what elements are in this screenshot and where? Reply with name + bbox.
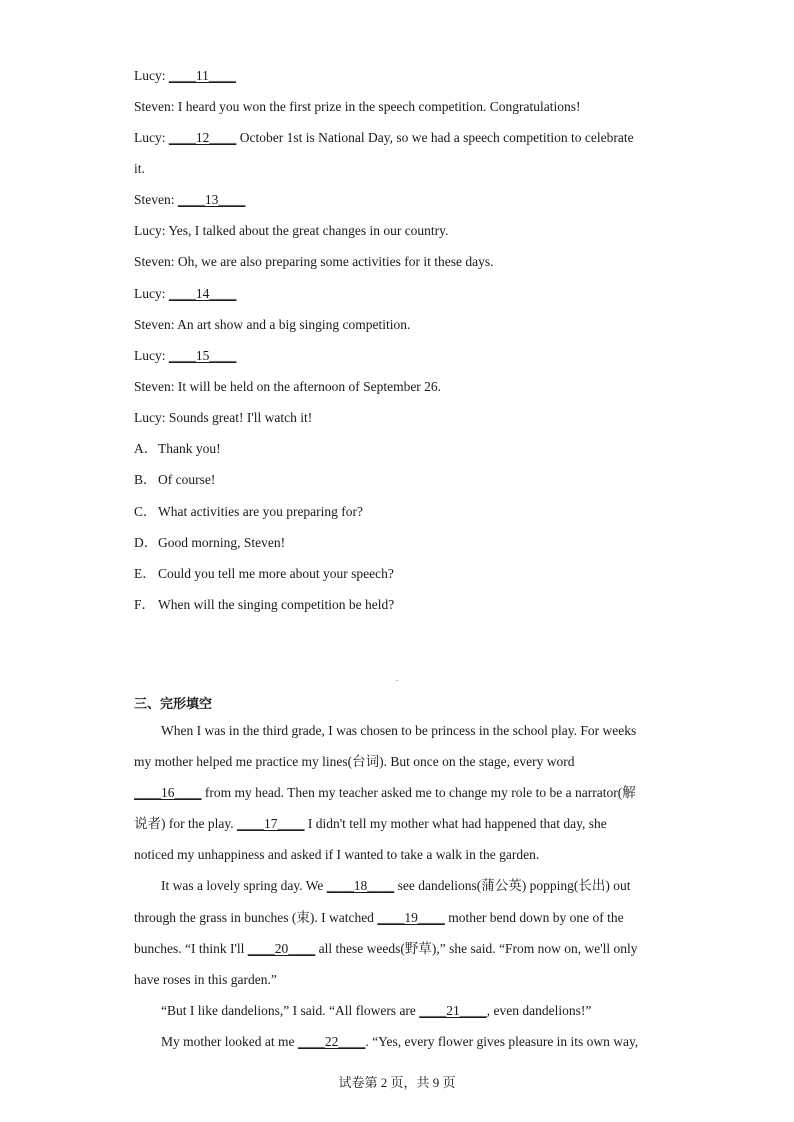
option-text: Good morning, Steven! xyxy=(158,535,286,550)
dialogue-line xyxy=(134,160,145,178)
option-letter: C． xyxy=(134,504,157,519)
speaker: Lucy: xyxy=(134,410,166,425)
passage-text: noticed my unhappiness and asked if I wanted to take a walk in the garden. xyxy=(134,847,540,862)
page-footer: 试卷第 2 页，共 9 页 xyxy=(338,1075,456,1090)
option-item xyxy=(134,471,215,489)
utterance: Oh, we are also preparing some activities for it these days. xyxy=(177,254,494,269)
passage-text: have roses in this garden.” xyxy=(134,972,277,987)
passage-text: When I was in the third grade, I was chosen to be princess in the school play. For weeks xyxy=(161,723,637,738)
passage-text: My mother looked at me xyxy=(161,1034,298,1049)
answer-blank[interactable]: ____14____ xyxy=(168,286,237,301)
option-letter: D． xyxy=(134,535,158,550)
dialogue-line xyxy=(134,191,245,209)
passage-line xyxy=(161,722,636,740)
speaker: Steven: xyxy=(134,99,175,114)
passage-line xyxy=(134,971,277,989)
passage-line xyxy=(134,846,539,864)
dialogue-line xyxy=(134,347,236,365)
option-item xyxy=(134,534,285,552)
passage-line xyxy=(161,1033,638,1051)
option-item xyxy=(134,596,394,614)
answer-blank[interactable]: ____19____ xyxy=(377,910,445,925)
passage-line xyxy=(134,909,624,927)
passage-text: It was a lovely spring day. We xyxy=(161,878,327,893)
passage-line xyxy=(161,877,630,895)
utterance: Sounds great! I'll watch it! xyxy=(168,410,313,425)
speaker: Lucy: xyxy=(134,348,166,363)
answer-blank[interactable]: ____11____ xyxy=(168,68,236,83)
option-item xyxy=(134,440,221,458)
dialogue-line xyxy=(134,316,410,334)
dialogue-line xyxy=(134,222,448,240)
speaker: Lucy: xyxy=(134,286,166,301)
option-text: When will the singing competition be held? xyxy=(158,597,395,612)
answer-blank[interactable]: ____21____ xyxy=(419,1003,487,1018)
option-letter: A． xyxy=(134,441,158,456)
passage-text: through the grass in bunches (束). I watched xyxy=(134,910,378,925)
dialogue-line xyxy=(134,285,236,303)
answer-blank[interactable]: ____16____ xyxy=(134,785,202,800)
dialogue-line xyxy=(134,378,441,396)
option-item xyxy=(134,565,394,583)
option-text: Thank you! xyxy=(158,441,221,456)
option-letter: F． xyxy=(134,597,156,612)
passage-text: from my head. Then my teacher asked me to change my role to be a narrator(解 xyxy=(201,785,636,800)
speaker: Lucy: xyxy=(134,223,166,238)
dialogue-line xyxy=(134,253,494,271)
utterance: I heard you won the first prize in the speech competition. Congratulations! xyxy=(177,99,581,114)
passage-line xyxy=(134,815,607,833)
option-letter: E． xyxy=(134,566,156,581)
utterance: It will be held on the afternoon of September 26. xyxy=(177,379,442,394)
passage-line xyxy=(161,1002,591,1020)
passage-text: bunches. “I think I'll xyxy=(134,941,248,956)
dialogue-line xyxy=(134,129,634,147)
dialogue-line xyxy=(134,67,236,85)
passage-line xyxy=(134,753,575,771)
passage-text: , even dandelions!” xyxy=(486,1003,592,1018)
passage-line xyxy=(134,784,636,802)
speaker: Steven: xyxy=(134,317,175,332)
passage-text: “But I like dandelions,” I said. “All flowers are xyxy=(161,1003,420,1018)
answer-blank[interactable]: ____22____ xyxy=(297,1034,366,1049)
passage-text: I didn't tell my mother what had happened that day, she xyxy=(304,816,607,831)
answer-blank[interactable]: ____17____ xyxy=(236,816,305,831)
section-heading: 三、完形填空 xyxy=(134,697,213,712)
speaker: Steven: xyxy=(134,254,175,269)
option-text: Could you tell me more about your speech? xyxy=(158,566,394,581)
passage-text: my mother helped me practice my lines(台词). But once on the stage, every word xyxy=(134,754,575,769)
dialogue-line xyxy=(134,98,581,116)
speaker: Steven: xyxy=(134,192,175,207)
passage-text: 说者) for the play. xyxy=(134,816,237,831)
answer-blank[interactable]: ____15____ xyxy=(168,348,237,363)
answer-blank[interactable]: ____12____ xyxy=(168,130,237,145)
utterance: October 1st is National Day, so we had a speech competition to celebrate xyxy=(239,130,634,145)
passage-text: mother bend down by one of the xyxy=(444,910,624,925)
option-item xyxy=(134,503,363,521)
utterance: An art show and a big singing competition. xyxy=(177,317,411,332)
option-text: Of course! xyxy=(158,472,216,487)
utterance: Yes, I talked about the great changes in our country. xyxy=(168,223,449,238)
passage-line xyxy=(134,940,638,958)
passage-text: all these weeds(野草),” she said. “From now on, we'll only xyxy=(315,941,638,956)
passage-text: see dandelions(蒲公英) popping(长出) out xyxy=(394,878,631,893)
utterance: it. xyxy=(134,161,145,176)
speaker: Lucy: xyxy=(134,130,166,145)
speaker: Steven: xyxy=(134,379,175,394)
answer-blank[interactable]: ____18____ xyxy=(326,878,395,893)
passage-text: . “Yes, every flower gives pleasure in its own way, xyxy=(365,1034,639,1049)
speaker: Lucy: xyxy=(134,68,166,83)
option-letter: B． xyxy=(134,472,157,487)
option-text: What activities are you preparing for? xyxy=(158,504,364,519)
dialogue-line xyxy=(134,409,312,427)
answer-blank[interactable]: ____13____ xyxy=(177,192,246,207)
scan-speck xyxy=(396,680,398,681)
answer-blank[interactable]: ____20____ xyxy=(247,941,316,956)
